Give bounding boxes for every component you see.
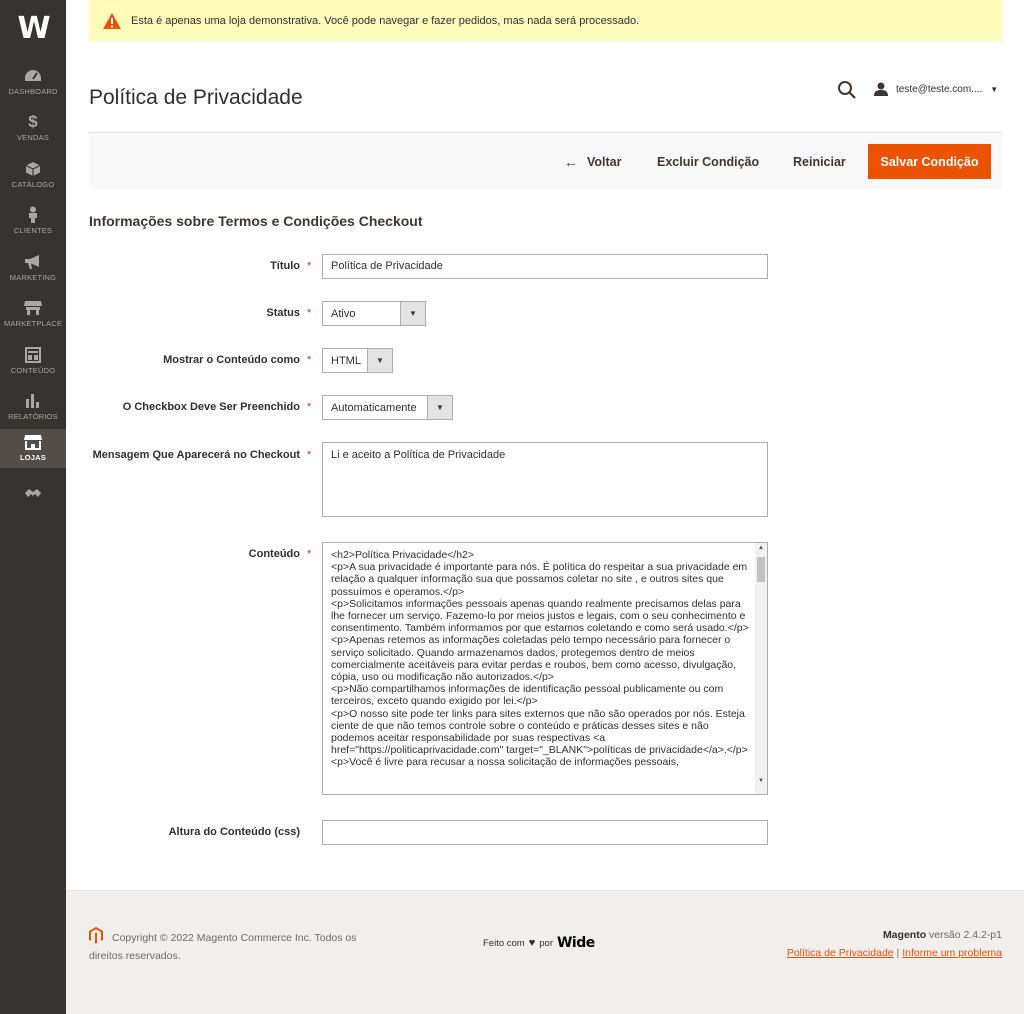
sidebar-item-label: DASHBOARD <box>8 87 58 96</box>
mode-label: Mostrar o Conteúdo como <box>163 354 300 366</box>
admin-sidebar <box>0 0 66 1014</box>
arrow-left-icon: ← <box>564 153 578 170</box>
report-issue-link[interactable]: Informe um problema <box>902 947 1002 959</box>
page-title: Política de Privacidade <box>89 86 303 109</box>
sidebar-item-marketplace[interactable] <box>0 296 66 342</box>
scroll-down-icon[interactable]: ▼ <box>758 778 764 784</box>
sidebar-item-label: CATÁLOGO <box>11 180 55 189</box>
sidebar-item-vendas[interactable] <box>0 110 66 156</box>
delete-condition-button[interactable]: Excluir Condição <box>657 154 760 169</box>
person-icon <box>27 205 39 225</box>
copyright-text: Copyright © 2022 Magento Commerce Inc. Todos os direitos reservados. <box>89 932 357 962</box>
sidebar-item-label: MARKETPLACE <box>3 319 63 328</box>
required-marker: * <box>307 307 312 319</box>
bar-chart-icon <box>25 391 41 411</box>
dropdown-arrow-icon: ▼ <box>427 396 452 419</box>
checkbox-mode-value: Automaticamente <box>331 401 417 414</box>
required-marker: * <box>307 401 312 413</box>
checkbox-mode-select[interactable] <box>322 395 453 420</box>
global-search-button[interactable] <box>837 80 857 100</box>
sidebar-item-label: VENDAS <box>16 133 50 142</box>
content-height-label: Altura do Conteúdo (css) <box>168 826 300 838</box>
demo-store-notice <box>89 0 1002 41</box>
content-label: Conteúdo <box>248 548 300 560</box>
user-icon <box>874 82 888 96</box>
admin-user-menu[interactable] <box>874 80 998 98</box>
dropdown-arrow-icon: ▼ <box>367 349 392 372</box>
sidebar-item-label: CONTEÚDO <box>10 366 56 375</box>
required-marker: * <box>307 260 312 272</box>
version-name: Magento <box>882 929 927 941</box>
status-value: Ativo <box>331 307 356 320</box>
title-input[interactable]: Política de Privacidade <box>322 254 768 279</box>
sidebar-item-lojas[interactable] <box>0 429 66 468</box>
scrollbar-thumb[interactable] <box>757 557 765 582</box>
page-actions-bar <box>89 132 1002 189</box>
privacy-policy-link[interactable]: Política de Privacidade <box>786 947 894 959</box>
back-label: Voltar <box>587 154 622 169</box>
status-label: Status <box>266 307 300 319</box>
title-label: Título <box>270 260 300 272</box>
sidebar-item-label: CLIENTES <box>13 226 53 235</box>
checkout-message-textarea[interactable]: Li e aceito a Política de Privacidade <box>322 442 768 517</box>
admin-username: teste@teste.com.... <box>896 83 983 95</box>
heart-icon: ♥ <box>528 937 536 949</box>
made-with-text: Feito com <box>483 937 525 949</box>
required-marker: * <box>307 354 312 366</box>
marketplace-icon <box>23 298 43 318</box>
puzzle-icon <box>24 483 42 503</box>
link-separator: | <box>896 947 900 959</box>
reset-button[interactable]: Reiniciar <box>793 154 846 169</box>
made-by <box>483 935 595 951</box>
sidebar-item-label: RELATÓRIOS <box>8 412 58 421</box>
footer-links <box>787 947 1002 959</box>
layout-icon <box>25 345 41 365</box>
sidebar-item-catalogo[interactable] <box>0 157 66 203</box>
dollar-icon: $ <box>28 112 38 131</box>
status-select[interactable] <box>322 301 426 326</box>
sidebar-item-label: LOJAS <box>19 453 46 462</box>
mode-value: HTML <box>331 354 361 367</box>
sidebar-item-clientes[interactable] <box>0 203 66 249</box>
warning-icon <box>103 13 121 29</box>
page-footer <box>66 890 1024 1014</box>
required-marker: * <box>307 449 312 461</box>
content-mode-select[interactable] <box>322 348 393 373</box>
checkout-message-label: Mensagem Que Aparecerá no Checkout <box>92 449 300 461</box>
content-scrollbar[interactable] <box>755 543 767 794</box>
search-icon <box>837 80 857 100</box>
back-button[interactable] <box>564 133 622 190</box>
scroll-up-icon[interactable]: ▲ <box>758 545 764 551</box>
sidebar-item-marketing[interactable] <box>0 250 66 296</box>
required-marker: * <box>307 548 312 560</box>
sidebar-item-label: MARKETING <box>9 273 57 282</box>
version-text: versão 2.4.2-p1 <box>926 929 1002 941</box>
content-text: <h2>Política Privacidade</h2> <p>A sua privacidade é importante para nós. É política do respeitar a sua privacidade em relação a qualquer informação sua que possamos coletar no site , e outros sites que possuímos e operamos.</p> <p>Solicitamos informações pessoais apenas quando realmente precisamos delas para lhe fornecer um serviço. Fazemo-lo por meios justos e legais, com o seu conhecimento e consentimento. Também informamos por que estamos coletando e como será usado.</p> <p>Apenas retemos as informações coletadas pelo tempo necessário para fornecer o serviço solicitado. Quando armazenamos dados, protegemos dentro de meios comercialmente aceitáveis para evitar perdas e roubos, bem como acesso, divulgação, cópia, uso ou modificação não autorizados.</p> <p>Não compartilhamos informações de identificação pessoal publicamente ou com terceiros, exceto quando exigido por lei.</p> <p>O nosso site pode ter links para sites externos que não são operados por nós. Esteja ciente de que não temos controle sobre o conteúdo e práticas desses sites e não podemos aceitar responsabilidade por suas respectivas <a href="https://politicaprivacidade.com" target="_BLANK">políticas de privacidade</a>.</p> <p>Você é livre para recusar a nossa solicitação de informações pessoais, <box>331 549 749 769</box>
notice-message: Esta é apenas uma loja demonstrativa. Você pode navegar e fazer pedidos, mas nada será processado. <box>131 14 640 27</box>
store-icon <box>23 432 43 452</box>
content-height-input[interactable] <box>322 820 768 845</box>
dropdown-arrow-icon: ▼ <box>400 302 425 325</box>
save-condition-button[interactable]: Salvar Condição <box>868 144 991 179</box>
content-textarea[interactable] <box>322 542 768 795</box>
section-title: Informações sobre Termos e Condições Checkout <box>89 213 423 229</box>
magento-version <box>883 929 1002 941</box>
logo-text: W <box>17 10 49 46</box>
chevron-down-icon: ▼ <box>990 84 999 94</box>
sidebar-item-conteudo[interactable] <box>0 343 66 389</box>
sidebar-item-extensions[interactable] <box>0 481 66 527</box>
wide-brand-logo[interactable]: Wide <box>556 935 595 951</box>
dashboard-icon <box>24 66 42 86</box>
store-logo[interactable] <box>0 0 66 56</box>
megaphone-icon <box>24 252 42 272</box>
sidebar-item-dashboard[interactable] <box>0 64 66 110</box>
checkbox-mode-label: O Checkbox Deve Ser Preenchido <box>122 401 300 413</box>
cube-icon <box>25 159 41 179</box>
by-text: por <box>539 937 553 949</box>
